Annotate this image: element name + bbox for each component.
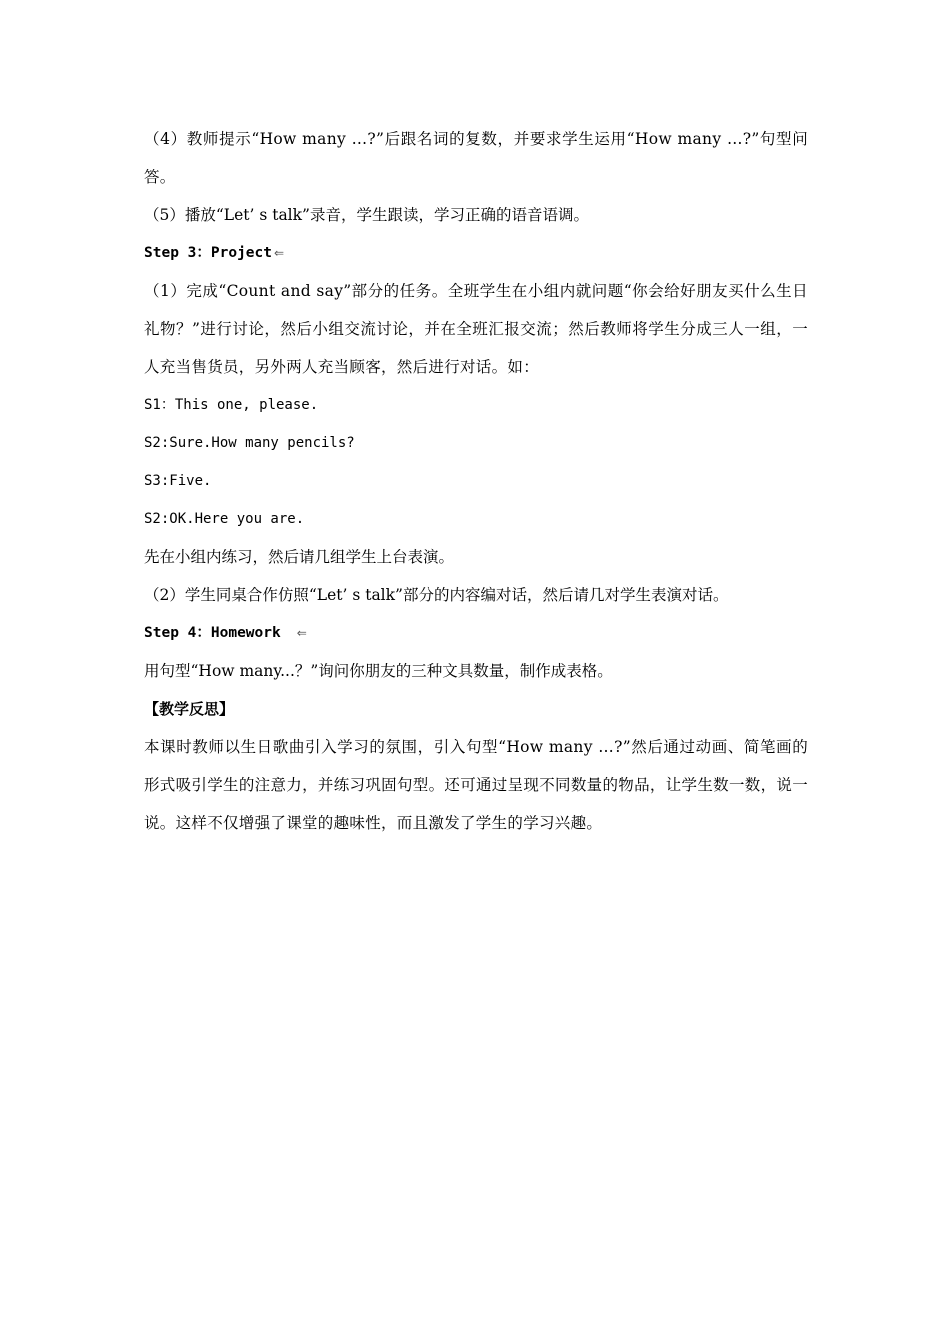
paragraph-group-practice: 先在小组内练习，然后请几组学生上台表演。 <box>144 548 455 566</box>
paragraph-step2-item5: （5）播放“Let’ s talk”录音，学生跟读，学习正确的语音语调。 <box>144 206 589 224</box>
paragraph-step3-item2: （2）学生同桌合作仿照“Let’ s talk”部分的内容编对话，然后请几对学生表演对话。 <box>144 586 729 604</box>
step3-title: Step 3：Project <box>144 245 272 261</box>
step4-title: Step 4：Homework <box>144 625 281 641</box>
paragraph-mark-icon: ⇐ <box>274 246 285 260</box>
paragraph-step3-item1: （1）完成“Count and say”部分的任务。全班学生在小组内就问题“你会给好朋友买什么生日礼物？”进行讨论，然后小组交流讨论，并在全班汇报交流；然后教师将学生分成三人一组，一人充当售货员，另外两人充当顾客，然后进行对话。如： <box>144 282 808 376</box>
paragraph-mark-icon: ⇐ <box>296 626 307 640</box>
dialogue-line-2: S2:Sure.How many pencils? <box>144 435 355 451</box>
dialogue-line-4: S2:OK.Here you are. <box>144 511 305 527</box>
reflection-heading: 【教学反思】 <box>144 700 235 718</box>
dialogue-line-1: S1：This one, please. <box>144 397 319 413</box>
document-body <box>144 120 808 842</box>
step3-heading <box>144 234 808 272</box>
paragraph-reflection: 本课时教师以生日歌曲引入学习的氛围，引入句型“How many …?”然后通过动画、简笔画的形式吸引学生的注意力，并练习巩固句型。还可通过呈现不同数量的物品，让学生数一数，说一说。这样不仅增强了课堂的趣味性，而且激发了学生的学习兴趣。 <box>144 738 808 832</box>
paragraph-step2-item4: （4）教师提示“How many …?”后跟名词的复数，并要求学生运用“How many …?”句型问答。 <box>144 130 808 186</box>
dialogue-line-3: S3:Five. <box>144 473 212 489</box>
step4-heading <box>144 614 808 652</box>
paragraph-homework: 用句型“How many...？”询问你朋友的三种文具数量，制作成表格。 <box>144 662 613 680</box>
